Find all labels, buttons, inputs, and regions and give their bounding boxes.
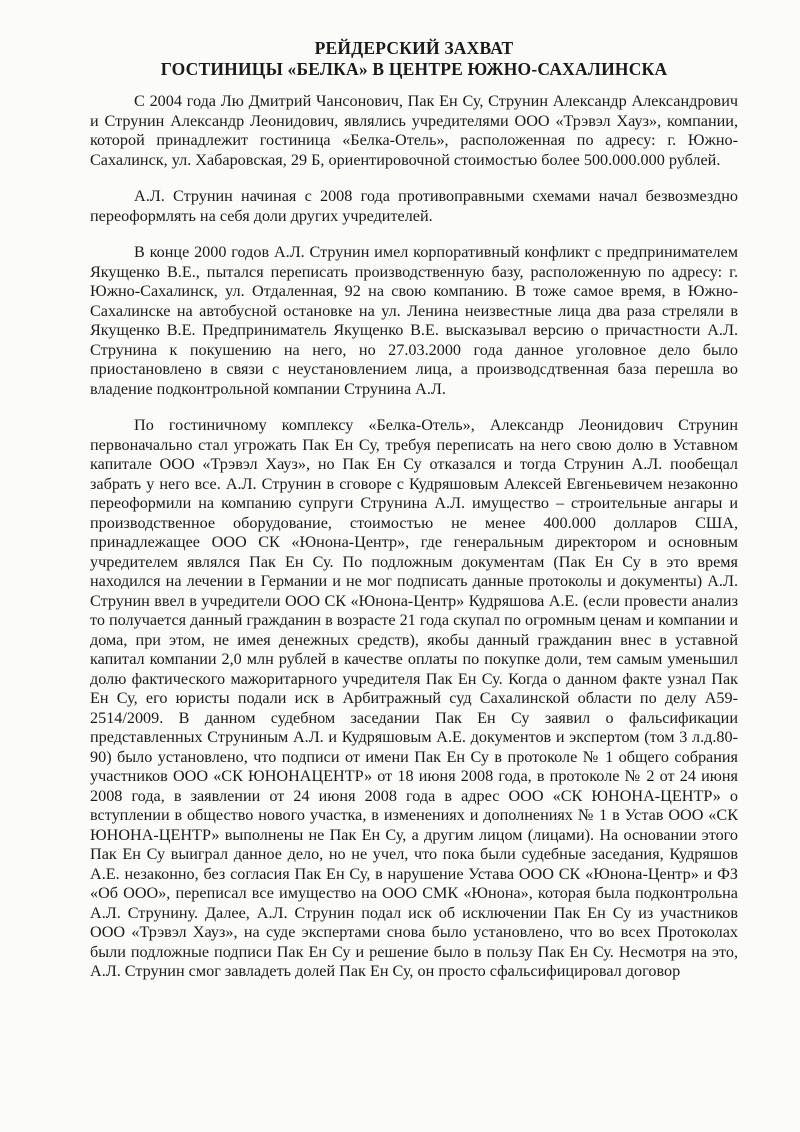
paragraph-reregistration: А.Л. Струнин начиная с 2008 года противоправными схемами начал безвозмездно переоформлять на себя доли других учредителей. [90, 187, 738, 225]
title-line-2: ГОСТИНИЦЫ «БЕЛКА» В ЦЕНТРЕ ЮЖНО-САХАЛИНСКА [160, 59, 668, 79]
title-line-1: РЕЙДЕРСКИЙ ЗАХВАТ [314, 38, 514, 58]
document-title [90, 38, 738, 80]
paragraph-hotel-seizure: По гостиничному комплексу «Белка-Отель», Александр Леонидович Струнин первоначально стал угрожать Пак Ен Су, требуя переписать на него свою долю в Уставном капитале ООО «Трэвэл Хауз», но Пак Ен Су отказался и тогда Струнин А.Л. пообещал забрать у него все. А.Л. Струнин в сговоре с Кудряшовым Алексей Евгеньевичем незаконно переоформили на компанию супруги Струнина А.Л. имущество – строительные ангары и производственное оборудование, стоимостью не менее 400.000 долларов США, принадлежащее ООО СК «Юнона-Центр», где генеральным директором и основным учредителем являлся Пак Ен Су. По подложным документам (Пак Ен Су в это время находился на лечении в Германии и не мог подписать данные протоколы и документы) А.Л. Струнин ввел в учредители ООО СК «Юнона-Центр» Кудряшова А.Е. (если провести анализ то получается данный гражданин в возрасте 21 года скупал по огромным ценам и компании и дома, при этом, не имея денежных средств), якобы данный гражданин внес в уставной капитал компании 2,0 млн рублей в качестве оплаты по покупке доли, тем самым уменьшил долю фактического мажоритарного учредителя Пак Ен Су. Когда о данном факте узнал Пак Ен Су, его юристы подали иск в Арбитражный суд Сахалинской области по делу А59-2514/2009. В данном судебном заседании Пак Ен Су заявил о фальсификации представленных Струниным А.Л. и Кудряшовым А.Е. документов и экспертом (том 3 л.д.80-90) было установлено, что подписи от имени Пак Ен Су в протоколе № 1 общего собрания участников ООО «СК ЮНОНАЦЕНТР» от 18 июня 2008 года, в протоколе № 2 от 24 июня 2008 года, в заявлении от 24 июня 2008 года в адрес ООО «СК ЮНОНА-ЦЕНТР» о вступлении в общество нового участка, в изменениях и дополнениях № 1 в Устав ООО «СК ЮНОНА-ЦЕНТР» выполнены не Пак Ен Су, а другим лицом (лицами). На основании этого Пак Ен Су выиграл данное дело, но не учел, что пока были судебные заседания, Кудряшов А.Е. незаконно, без согласия Пак Ен Су, в нарушение Устава ООО СК «Юнона-Центр» и ФЗ «Об ООО», переписал все имущество на ООО СМК «Юнона», которая была подконтрольна А.Л. Струнину. Далее, А.Л. Струнин подал иск об исключении Пак Ен Су из участников ООО «Трэвэл Хауз», на суде экспертами снова было установлено, что во всех Протоколах были подложные подписи Пак Ен Су и решение было в пользу Пак Ен Су. Несмотря на это, А.Л. Струнин смог завладеть долей Пак Ен Су, он просто сфальсифицировал договор [90, 416, 738, 980]
paragraph-yakushchenko-conflict: В конце 2000 годов А.Л. Струнин имел корпоративный конфликт с предпринимателем Якущенко В.Е., пытался переписать производственную базу, расположенную по адресу: г. Южно-Сахалинск, ул. Отдаленная, 92 на свою компанию. В тоже самое время, в Южно-Сахалинске на автобусной остановке на ул. Ленина неизвестные лица два раза стреляли в Якущенко В.Е. Предприниматель Якущенко В.Е. высказывал версию о причастности А.Л. Струнина к покушению на него, но 27.03.2000 года данное уголовное дело было приостановлено в связи с неустановлением лица, а производсдтвенная база перешла во владение подконтрольной компании Струнина А.Л. [90, 243, 738, 398]
paragraph-founders: С 2004 года Лю Дмитрий Чансонович, Пак Ен Су, Струнин Александр Александрович и Струнин Александр Леонидович, являлись учредителями ООО «Трэвэл Хауз», компании, которой принадлежит гостиница «Белка-Отель», расположенная по адресу: г. Южно-Сахалинск, ул. Хабаровская, 29 Б, ориентировочной стоимостью более 500.000.000 рублей. [90, 92, 738, 169]
